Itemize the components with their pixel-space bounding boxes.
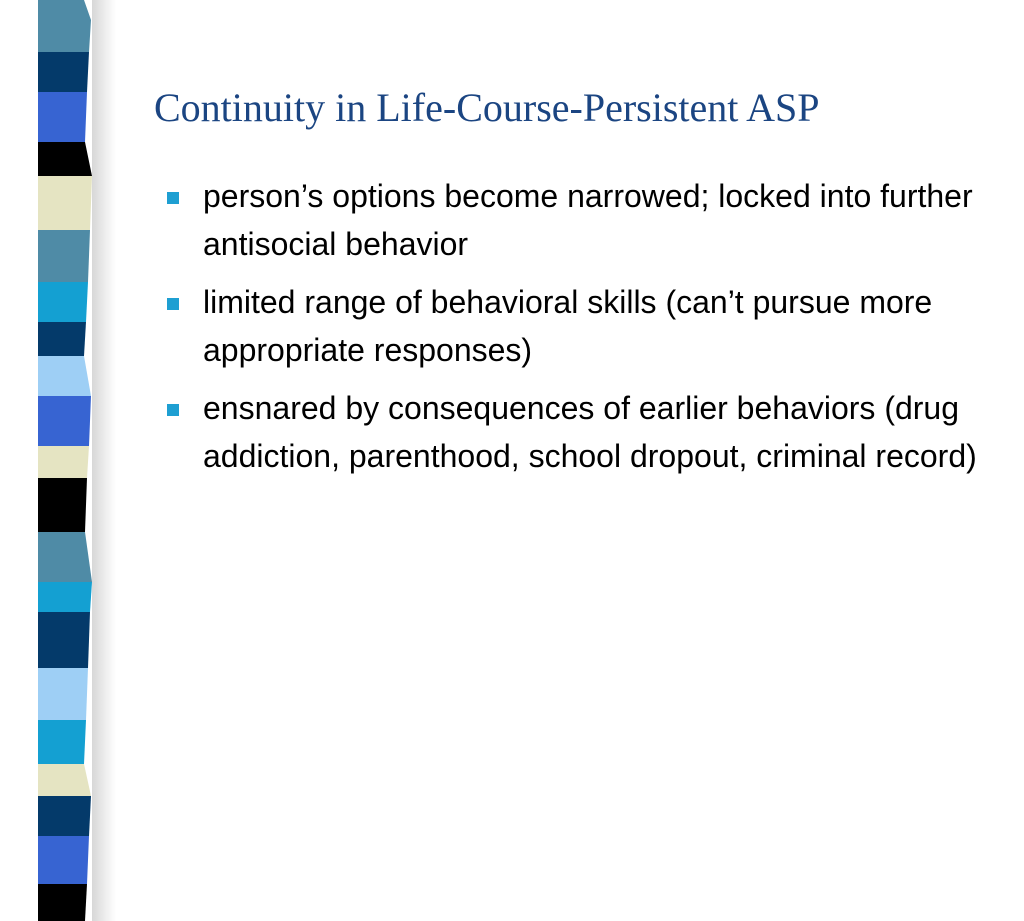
stripe-block — [38, 446, 89, 478]
square-bullet-icon — [167, 192, 179, 204]
bullet-item — [166, 172, 1018, 268]
stripe-block — [38, 176, 92, 230]
stripe-block — [38, 668, 88, 720]
stripe-block — [38, 720, 86, 764]
bullet-item — [166, 278, 1018, 374]
stripe-block — [38, 478, 87, 532]
stripe-block — [38, 20, 91, 52]
decorative-stripe-band — [0, 0, 124, 921]
stripe-block — [38, 884, 87, 921]
square-bullet-icon — [167, 404, 179, 416]
stripe-block — [38, 92, 87, 142]
stripe-block — [38, 0, 91, 20]
bullet-item — [166, 384, 1018, 480]
stripe-block — [38, 356, 91, 396]
bullet-text: person’s options become narrowed; locked into further antisocial behavior — [203, 178, 973, 262]
stripe-block — [38, 612, 90, 668]
stripe-block — [38, 764, 91, 796]
bullet-list — [166, 172, 1018, 490]
bullet-text: limited range of behavioral skills (can’t pursue more appropriate responses) — [203, 284, 933, 368]
stripe-block — [38, 396, 91, 446]
stripe-block — [38, 836, 89, 884]
stripe-block — [38, 52, 89, 92]
stripe-block — [38, 230, 90, 282]
slide-title: Continuity in Life-Course-Persistent ASP — [154, 85, 820, 130]
stripe-block — [38, 796, 91, 836]
stripe-blocks — [38, 0, 92, 921]
stripe-block — [38, 282, 88, 322]
stripe-block — [38, 582, 92, 612]
stripe-block — [38, 532, 92, 582]
stripe-block — [38, 142, 92, 176]
bullet-text: ensnared by consequences of earlier behaviors (drug addiction, parenthood, school dropout, criminal record) — [203, 390, 977, 474]
stripe-block — [38, 322, 86, 356]
square-bullet-icon — [167, 298, 179, 310]
